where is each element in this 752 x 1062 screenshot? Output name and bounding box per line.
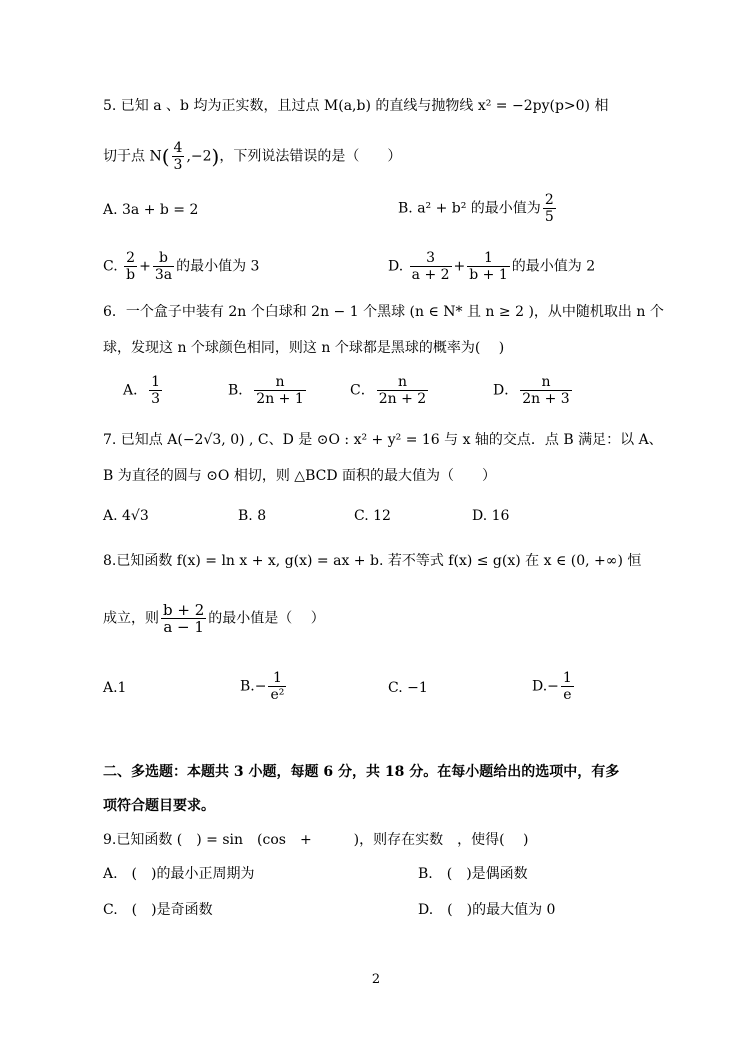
q6-option-b: B． $\frac{n}{2n + 1}$ (228, 374, 304, 407)
q6-option-d: D． $\frac{n}{2n + 3}$ (493, 374, 570, 407)
q5-option-d: D. $\frac{3}{a + 2}$ + $\frac{1}{b + 1}$ 的最小值为 2 (388, 250, 596, 283)
q8-option-c: C. −1 (388, 680, 428, 696)
q8-stem-line2: 成立，则 $\frac{b + 2}{a - 1}$ 的最小值是（ ） (103, 601, 325, 636)
q9-option-c: C. ( )是奇函数 (103, 902, 213, 918)
q9-option-a: A. ( )的最小正周期为 (103, 866, 255, 882)
q7-option-d: D. 16 (472, 508, 510, 524)
q5-option-b: B. a² + b² 的最小值为 $\frac{2}{5}$ (398, 192, 554, 225)
q8-option-a: A.1 (103, 680, 127, 696)
q9-stem: 9.已知函数 ( ) = sin (cos + )，则存在实数 ，使得( ) (103, 832, 529, 848)
q7-stem-line1: 7. 已知点 A(−2√3, 0) , C、D 是 ⊙O : x² + y² = 16 与 x 轴的交点．点 B 满足：以 A、 (103, 432, 663, 448)
q7-option-a: A. 4√3 (103, 508, 149, 524)
q6-option-a: A． $\frac{1}{3}$ (123, 374, 161, 407)
q9-option-b: B. ( )是偶函数 (418, 866, 528, 882)
q7-option-c: C. 12 (354, 508, 391, 524)
q5-line2-text: 切于点 N (103, 148, 162, 165)
page-number: 2 (371, 972, 381, 987)
q6-option-c: C． $\frac{n}{2n + 2}$ (350, 374, 427, 407)
q8-option-b: B.− $\frac{1}{\text{e²}}$ (240, 670, 285, 703)
q7-stem-line2: B 为直径的圆与 ⊙O 相切，则 △BCD 面积的最大值为（ ） (103, 468, 496, 484)
q6-stem-line1: 6．一个盒子中装有 2n 个白球和 2n − 1 个黑球 (n ∈ N* 且 n ≥ 2 )，从中随机取出 n 个 (103, 304, 664, 320)
q5-stem-line2: 切于点 N( $\frac{4}{3}$ ,−2)，下列说法错误的是（ ） (103, 140, 402, 173)
q8-stem-line1: 8.已知函数 f(x) = ln x + x, g(x) = ax + b. 若不等式 f(x) ≤ g(x) 在 x ∈ (0, +∞) 恒 (103, 553, 642, 569)
q7-option-b: B. 8 (238, 508, 267, 524)
q5-point-fraction: $\frac{4}{3}$ (173, 140, 183, 173)
q5-stem-line1: 5. 已知 a 、b 均为正实数，且过点 M(a,b) 的直线与抛物线 x² = −2py(p>0) 相 (103, 98, 609, 114)
section2-heading-line2: 项符合题目要求。 (103, 798, 215, 814)
q6-stem-line2: 球，发现这 n 个球颜色相同，则这 n 个球都是黑球的概率为( ) (103, 340, 505, 356)
q8-option-d: D.− $\frac{1}{e}$ (532, 670, 572, 703)
section2-heading-line1: 二、多选题：本题共 3 小题，每题 6 分，共 18 分。在每小题给出的选项中，有多 (103, 764, 620, 780)
q5-option-a: A. 3a + b = 2 (103, 202, 199, 218)
q9-option-d: D. ( )的最大值为 0 (418, 902, 556, 918)
q5-option-c: C. $\frac{2}{b}$ + $\frac{b}{3a}$ 的最小值为 3 (103, 250, 260, 283)
